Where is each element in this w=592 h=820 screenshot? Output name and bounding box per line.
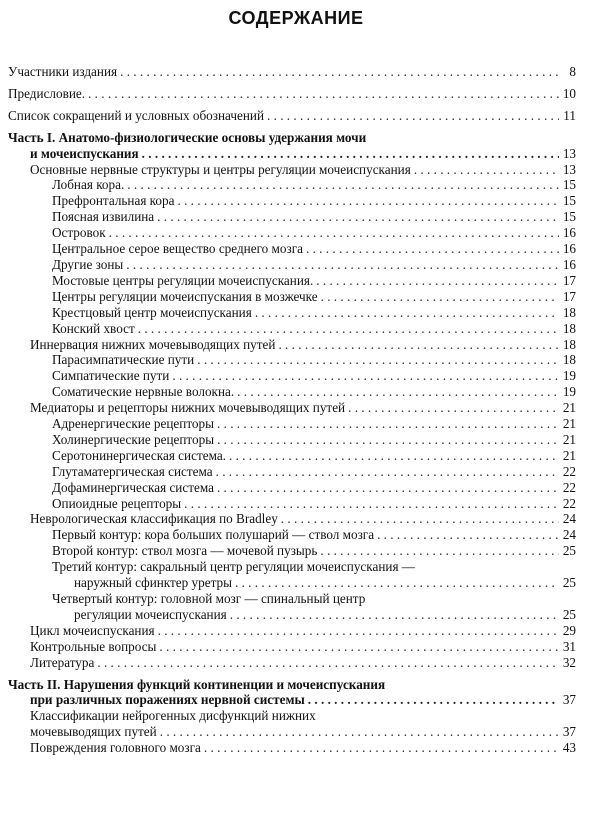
toc-entry-text: Контрольные вопросы [30,638,157,654]
dot-leader [109,225,559,241]
toc-entry[interactable] [8,64,576,80]
toc-page-number: 25 [562,543,576,559]
toc-page-number: 16 [562,225,576,241]
dot-leader [255,305,559,321]
toc-page-number: 22 [562,479,576,495]
toc-page-number: 37 [562,692,576,708]
toc-page-number: 43 [562,740,576,756]
toc-entry[interactable] [8,639,576,655]
dot-leader [138,321,559,337]
toc-entry-text: Симпатические пути [52,368,170,384]
dot-leader [230,607,559,623]
toc-page-number: 31 [562,638,576,654]
toc-entry[interactable] [8,740,576,756]
toc-entry-text: Лобная кора. [52,177,125,193]
dot-leader [126,257,559,273]
toc-page-number: 24 [562,527,576,543]
toc-part-title: Часть II. Нарушения функций континенции и мочеиспускания [8,676,386,692]
toc-entry[interactable] [8,241,576,257]
dot-leader [120,64,559,80]
toc-page-number: 22 [562,495,576,511]
toc-entry-text: Адренергические рецепторы [52,416,214,432]
toc-page-number: 17 [562,272,576,288]
toc-entry-multiline[interactable] [8,559,576,591]
toc-entry-text: Список сокращений и условных обозначений [8,107,264,123]
toc-entry[interactable] [8,352,576,368]
toc-page-number: 11 [563,107,576,123]
toc-entry[interactable] [8,527,576,543]
toc-entry[interactable] [8,193,576,209]
toc-entry-text: регуляции мочеиспускания [74,606,227,622]
toc-entry-first-line [8,559,576,575]
toc-entry[interactable] [8,257,576,273]
dot-leader [267,108,559,124]
dot-leader [217,416,559,432]
toc-page-number: 15 [562,177,576,193]
toc-page-number: 13 [562,145,576,161]
dot-leader [158,623,559,639]
toc-entry[interactable] [8,432,576,448]
toc-entry-text: Второй контур: ствол мозга — мочевой пузырь [52,543,318,559]
toc-entry-text: Дофаминергическая система [52,479,214,495]
dot-leader [217,480,559,496]
toc-page-number: 15 [562,193,576,209]
toc-entry[interactable] [8,448,576,464]
dot-leader [197,352,559,368]
toc-entry-text: при различных поражениях нервной системы [30,692,305,708]
toc-entry-text: Четвертый контур: головной мозг — спинальный центр [52,591,366,606]
dot-leader [229,448,559,464]
toc-entry-text: Мостовые центры регуляции мочеиспускания. [52,272,314,288]
dot-leader [88,86,559,102]
toc-entry-text: Соматические нервные волокна. [52,384,235,400]
toc-page-number: 25 [562,575,576,591]
toc-entry[interactable] [8,337,576,353]
dot-leader [157,209,559,225]
toc-part-continuation [8,146,576,162]
dot-leader [127,177,559,193]
toc-entry[interactable] [8,225,576,241]
toc-page-number: 25 [562,606,576,622]
dot-leader [159,639,559,655]
toc-page-number: 18 [562,352,576,368]
toc-page-number: 29 [562,622,576,638]
table-of-contents [8,64,576,756]
dot-leader [414,162,559,178]
toc-page-number: 18 [562,304,576,320]
toc-entry[interactable] [8,108,576,124]
toc-entry-text: Поясная извилина [52,209,155,225]
toc-page-number: 24 [562,511,576,527]
toc-entry-text: Классификации нейрогенных дисфункций нижних [30,708,316,724]
toc-page-number: 16 [562,256,576,272]
toc-entry-multiline[interactable] [8,708,576,740]
toc-entry-text: наружный сфинктер уретры [74,575,232,591]
dot-leader [306,241,559,257]
toc-page-number: 16 [562,241,576,257]
toc-entry-second-line [8,575,576,591]
toc-entry-text: и мочеиспускания [30,145,139,161]
toc-entry-multiline[interactable] [8,591,576,623]
dot-leader [184,496,559,512]
toc-entry-text: Первый контур: кора больших полушарий — ствол мозга [52,527,375,543]
toc-entry[interactable] [8,623,576,639]
toc-entry-text: Цикл мочеиспускания [30,622,155,638]
toc-entry-second-line [8,724,576,740]
toc-page-number: 18 [562,336,576,352]
dot-leader [216,464,559,480]
toc-entry-text: Префронтальная кора [52,193,175,209]
toc-entry[interactable] [8,655,576,671]
toc-entry-text: Другие зоны [52,256,124,272]
toc-entry-text: Глутаматергическая система [52,463,213,479]
toc-page-number: 15 [562,209,576,225]
toc-entry[interactable] [8,464,576,480]
toc-entry[interactable] [8,209,576,225]
toc-entry-text: Серотонинергическая система. [52,447,226,463]
dot-leader [204,740,559,756]
toc-page-number: 19 [562,384,576,400]
toc-entry-first-line [8,708,576,724]
toc-entry-text: Центральное серое вещество среднего мозга [52,241,303,257]
toc-page-number: 19 [562,368,576,384]
toc-entry[interactable] [8,273,576,289]
toc-entry-text: Конский хвост [52,320,135,336]
toc-page-number: 10 [562,85,576,101]
toc-entry[interactable] [8,543,576,559]
dot-leader [320,543,559,559]
toc-entry-text: мочевыводящих путей [30,724,157,740]
toc-entry-text: Участники издания [8,64,118,79]
toc-page-number: 21 [562,431,576,447]
dot-leader [237,384,559,400]
toc-entry[interactable] [8,305,576,321]
dot-leader [142,146,559,162]
toc-entry[interactable] [8,400,576,416]
toc-part-entry[interactable] [8,677,576,709]
toc-page-number: 32 [562,654,576,670]
toc-entry-text: Иннервация нижних мочевыводящих путей [30,336,276,352]
toc-entry-text: Опиоидные рецепторы [52,495,182,511]
toc-entry-text: Холинергические рецепторы [52,431,215,447]
toc-entry-text: Островок [52,225,106,241]
toc-page-number: 22 [562,463,576,479]
toc-page-number: 21 [562,447,576,463]
toc-entry-text: Крестцовый центр мочеиспускания [52,304,252,320]
dot-leader [321,289,559,305]
toc-page-number: 17 [562,288,576,304]
toc-page-number: 18 [562,320,576,336]
toc-entry-second-line [8,607,576,623]
toc-entry[interactable] [8,496,576,512]
toc-page-number: 37 [562,724,576,740]
dot-leader [278,337,559,353]
toc-entry[interactable] [8,480,576,496]
toc-part-continuation [8,692,576,708]
toc-entry-text: Центры регуляции мочеиспускания в мозжечке [52,288,318,304]
dot-leader [377,527,559,543]
toc-part-entry[interactable] [8,130,576,162]
toc-entry-text: Основные нервные структуры и центры регуляции мочеиспускания [30,161,411,177]
dot-leader [97,655,559,671]
toc-entry[interactable] [8,289,576,305]
toc-entry[interactable] [8,384,576,400]
toc-entry-text: Литература [30,654,95,670]
toc-entry[interactable] [8,162,576,178]
toc-entry-text: Парасимпатические пути [52,352,195,368]
toc-entry[interactable] [8,511,576,527]
dot-leader [316,273,559,289]
dot-leader [217,432,559,448]
toc-page-number: 8 [569,64,576,79]
toc-entry-text: Повреждения головного мозга [30,740,201,756]
dot-leader [177,193,559,209]
toc-page-number: 13 [562,161,576,177]
dot-leader [235,575,559,591]
dot-leader [172,368,559,384]
toc-page-number: 21 [562,400,576,416]
page-title: СОДЕРЖАНИЕ [228,8,364,28]
dot-leader [348,400,559,416]
dot-leader [160,724,559,740]
toc-entry-text: Неврологическая классификация по Bradley [30,511,278,527]
toc-page-number: 21 [562,416,576,432]
dot-leader [308,692,559,708]
toc-entry[interactable] [8,321,576,337]
toc-entry-text: Предисловие. [8,85,86,101]
toc-entry-text: Медиаторы и рецепторы нижних мочевыводящих путей [30,400,346,416]
toc-entry[interactable] [8,177,576,193]
dot-leader [281,511,559,527]
toc-part-title: Часть I. Анатомо-физиологические основы удержания мочи [8,129,367,145]
toc-entry-first-line [8,591,576,607]
toc-entry[interactable] [8,368,576,384]
toc-entry[interactable] [8,416,576,432]
toc-entry[interactable] [8,86,576,102]
toc-entry-text: Третий контур: сакральный центр регуляции мочеиспускания — [52,559,415,575]
